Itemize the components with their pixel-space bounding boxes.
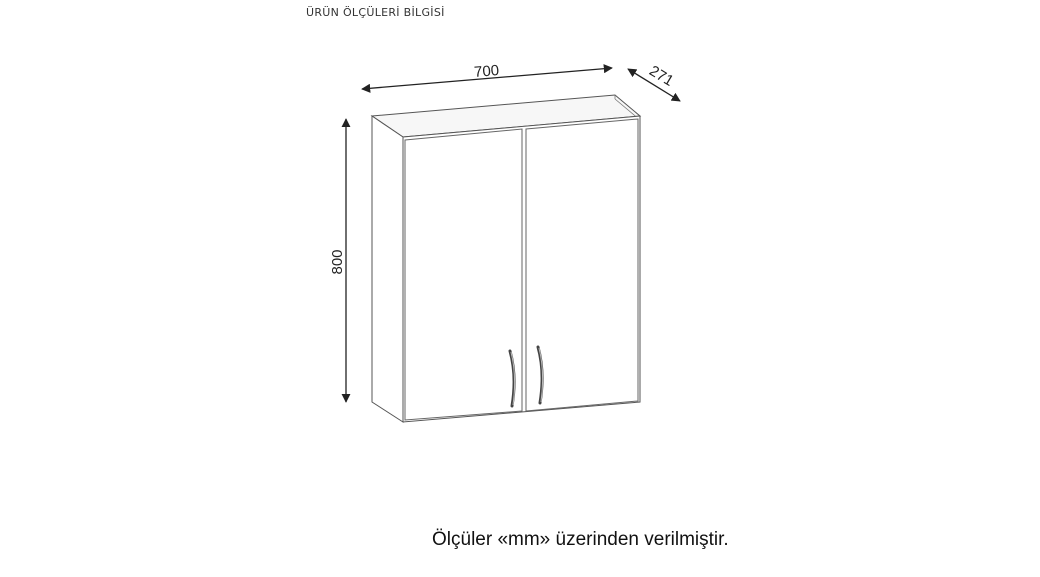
units-note: Ölçüler «mm» üzerinden verilmiştir. [432,529,729,550]
width-dimension-label: 700 [473,61,500,82]
depth-dimension-label: 271 [646,62,677,90]
height-dimension-label: 800 [329,249,346,275]
page-title: ÜRÜN ÖLÇÜLERİ BİLGİSİ [306,6,445,19]
cabinet [372,95,640,422]
cabinet-side-panel [372,116,403,422]
left-door [405,129,522,420]
